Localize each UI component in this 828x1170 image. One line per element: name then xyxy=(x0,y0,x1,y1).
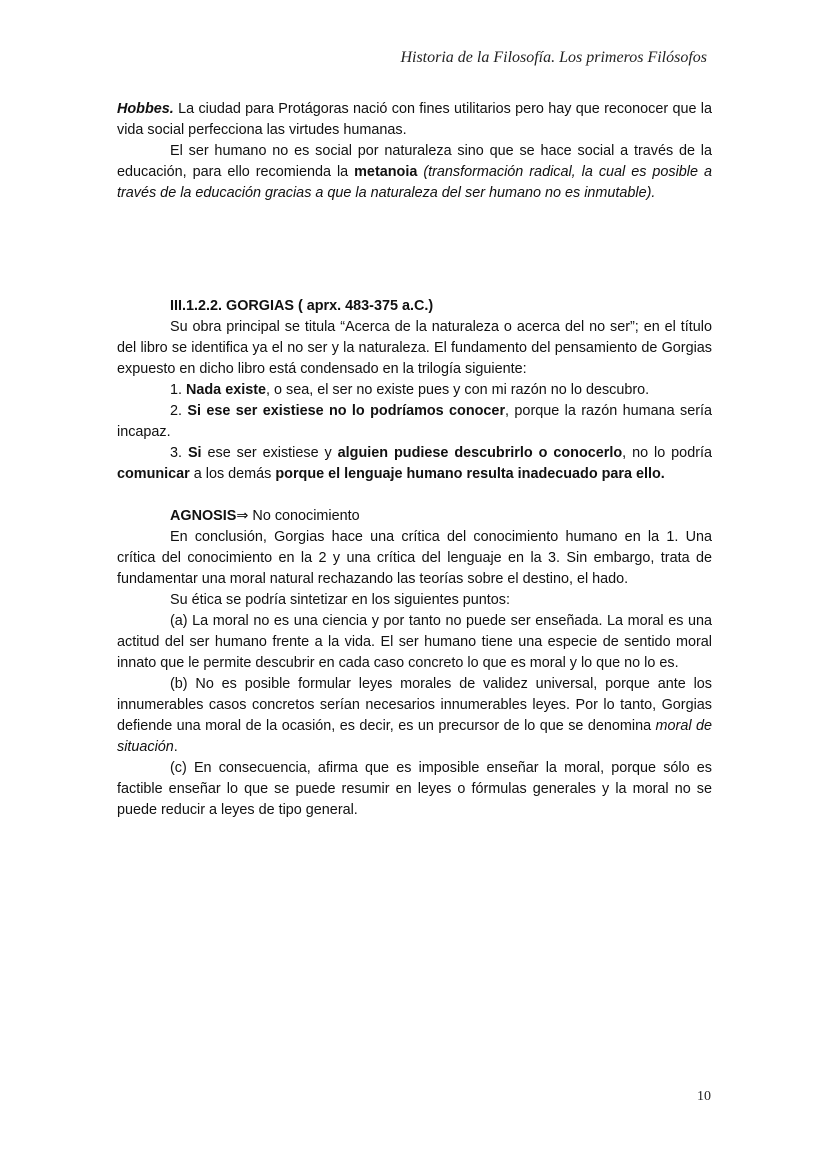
paragraph-metanoia: El ser humano no es social por naturaleza sino que se hace social a través de la educación, para ello recomienda la metanoia (transformación radical, la cual es posible a través de la educación gracias a que la naturaleza del ser humano no es inmutable). xyxy=(117,143,712,201)
page-number: 10 xyxy=(697,1089,711,1104)
trilogy-item-3: 3. Si ese ser existiese y alguien pudiese descubrirlo o conocerlo, no lo podría comunicar a los demás porque el lenguaje humano resulta inadecuado para ello. xyxy=(117,445,712,482)
metanoia-term: metanoia xyxy=(354,164,418,180)
running-header: Historia de la Filosofía. Los primeros Filósofos xyxy=(400,49,707,66)
spacer xyxy=(117,485,712,506)
document-body xyxy=(117,99,712,821)
ethics-point-c: (c) En consecuencia, afirma que es imposible enseñar la moral, porque sólo es factible enseñar lo que se puede resumir en leyes o fórmulas generales y la moral no se puede reducir a leyes de tipo general. xyxy=(117,760,712,818)
paragraph-conclusion: En conclusión, Gorgias hace una crítica del conocimiento humano en la 1. Una crítica del conocimiento en la 2 y una crítica del lenguaje en la 3. Sin embargo, trata de fundamentar una moral natural rechazando las teorías sobre el destino, el hado. xyxy=(117,529,712,587)
paragraph-gorgias-intro: Su obra principal se titula “Acerca de la naturaleza o acerca del no ser”; en el título del libro se identifica ya el no ser y la naturaleza. El fundamento del pensamiento de Gorgias expuesto en dicho libro está condensado en la trilogía siguiente: xyxy=(117,319,712,377)
paragraph-hobbes: Hobbes. La ciudad para Protágoras nació con fines utilitarios pero hay que reconocer que la vida social perfecciona las virtudes humanas. xyxy=(117,101,712,138)
ethics-point-a: (a) La moral no es una ciencia y por tanto no puede ser enseñada. La moral es una actitud del ser humano frente a la vida. El ser humano tiene una especie de sentido moral innato que le permite descubrir en cada caso concreto lo que es moral y lo que no lo es. xyxy=(117,613,712,671)
ethics-point-b: (b) No es posible formular leyes morales de validez universal, porque ante los innumerables casos concretos serían necesarios innumerables leyes. Por lo tanto, Gorgias defiende una moral de la ocasión, es decir, es un precursor de lo que se denomina moral de situación. xyxy=(117,676,712,755)
trilogy-item-2: 2. Si ese ser existiese no lo podríamos conocer, porque la razón humana sería incapaz. xyxy=(117,403,712,440)
hobbes-lead: Hobbes. xyxy=(117,101,174,117)
agnosis-line: AGNOSIS⇒ No conocimiento xyxy=(170,508,360,524)
spacer xyxy=(117,204,712,296)
implies-arrow-icon: ⇒ xyxy=(236,508,249,524)
section-heading: III.1.2.2. GORGIAS ( aprx. 483-375 a.C.) xyxy=(170,298,434,314)
trilogy-item-1: 1. Nada existe, o sea, el ser no existe pues y con mi razón no lo descubro. xyxy=(170,382,650,398)
agnosis-label: AGNOSIS xyxy=(170,508,237,524)
paragraph-ethics-intro: Su ética se podría sintetizar en los siguientes puntos: xyxy=(170,592,510,608)
